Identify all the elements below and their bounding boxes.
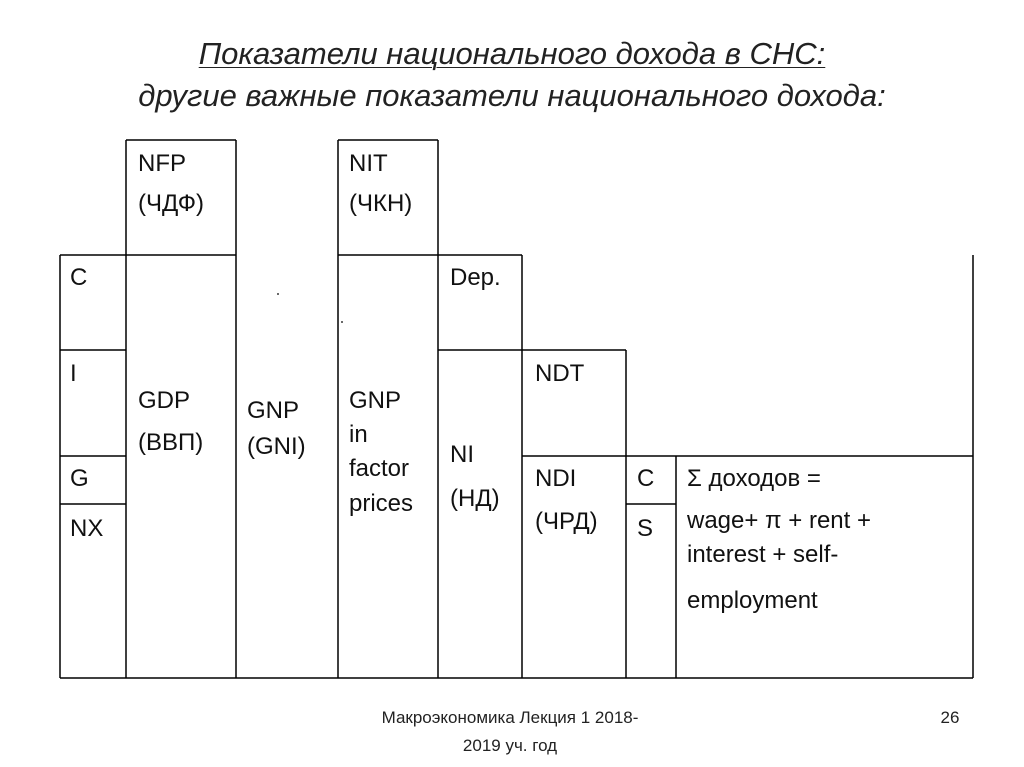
gnp-label: GNP: [247, 397, 300, 424]
savings-label: S: [637, 515, 654, 542]
footer-source-line-2: 2019 уч. год: [462, 736, 558, 755]
gnp-factor-line-3: factor: [349, 455, 410, 482]
i-label: I: [70, 360, 77, 387]
nfp-sublabel: (ЧДФ): [138, 190, 204, 217]
stray-dot: [277, 293, 279, 295]
stray-dot: [341, 321, 343, 323]
nx-label: NX: [70, 515, 104, 542]
dep-label: Dep.: [450, 264, 501, 291]
g-label: G: [70, 465, 89, 492]
income-sum-line-3: interest + self-: [687, 541, 839, 568]
ni-label: NI: [450, 441, 474, 468]
nit-label: NIT: [349, 150, 388, 177]
nit-sublabel: (ЧКН): [349, 190, 413, 217]
consumption-label: C: [637, 465, 655, 492]
title-line-1: Показатели национального дохода в СНС:: [198, 36, 826, 71]
ni-sublabel: (НД): [450, 485, 500, 512]
gnp-factor-line-4: prices: [349, 490, 414, 517]
gnp-factor-line-2: in: [349, 421, 368, 448]
ndt-label: NDT: [535, 360, 585, 387]
gnp-factor-label: GNP: [349, 387, 402, 414]
gnp-sublabel: (GNI): [247, 433, 306, 460]
ndi-label: NDI: [535, 465, 577, 492]
c-label: C: [70, 264, 88, 291]
gdp-label: GDP: [138, 387, 191, 414]
title-line-2: другие важные показатели национального дохода:: [138, 78, 886, 113]
income-sum-line-2: wage+ π + rent +: [687, 507, 872, 534]
income-sum-line-1: Σ доходов =: [687, 465, 821, 492]
footer-source-line-1: Макроэкономика Лекция 1 2018-: [381, 708, 639, 727]
slide-number: 26: [940, 708, 960, 727]
income-sum-line-4: employment: [687, 587, 818, 614]
nfp-label: NFP: [138, 150, 186, 177]
gdp-sublabel: (ВВП): [138, 429, 204, 456]
ndi-sublabel: (ЧРД): [535, 508, 598, 535]
